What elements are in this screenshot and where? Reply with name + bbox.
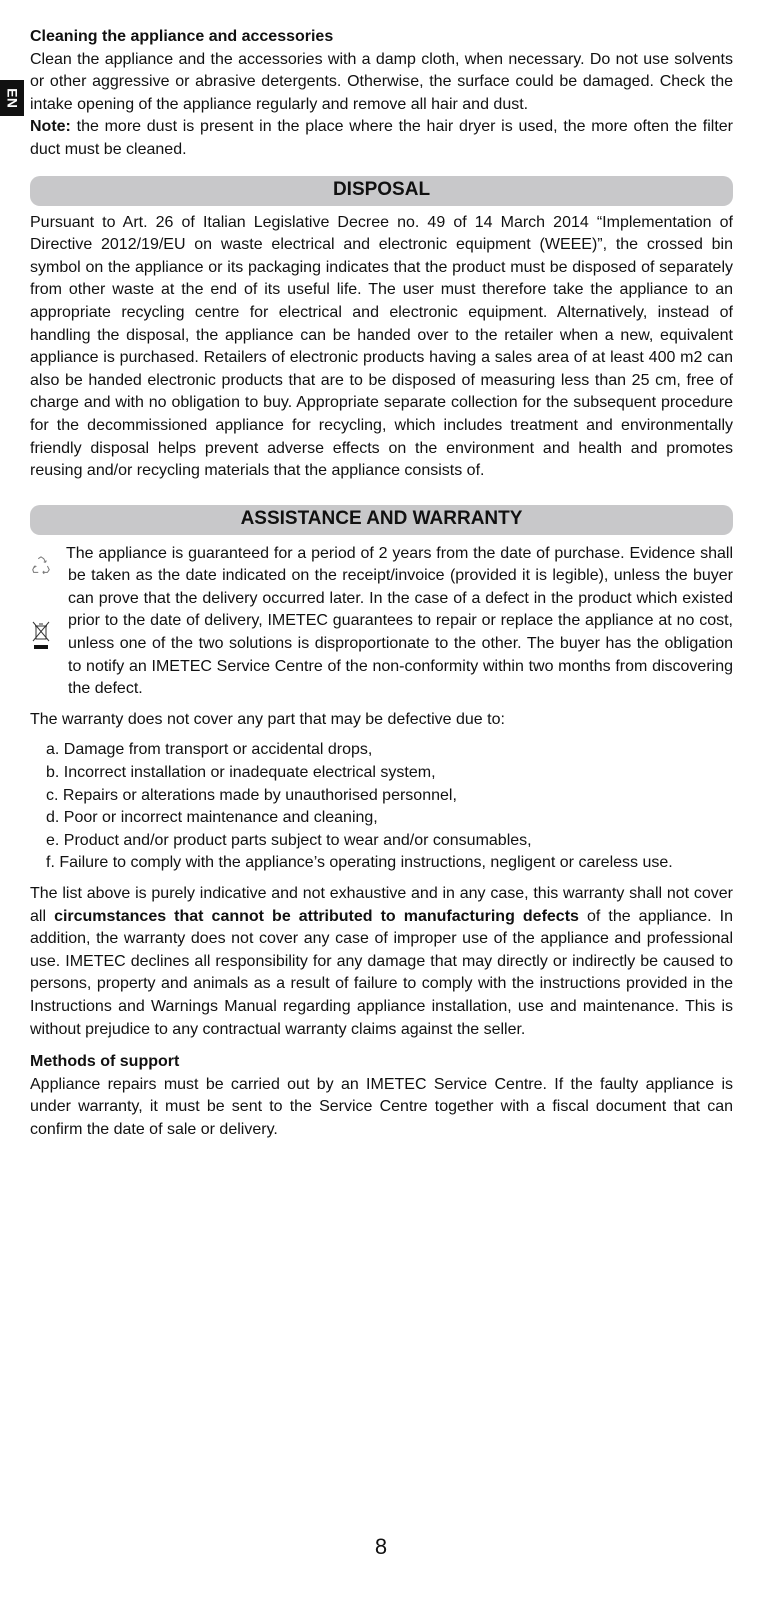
language-tab: [0, 80, 24, 116]
list-item: b. Incorrect installation or inadequate electrical system,: [46, 764, 436, 782]
cleaning-title: Cleaning the appliance and accessories: [30, 28, 334, 45]
note-text: the more dust is present in the place where the hair dryer is used, the more often the filter duct must be cleaned.: [30, 118, 733, 158]
limits-text-start: The list above is purely indicative and not exhaustive and in any case, this warranty shall not cover all: [30, 885, 733, 925]
crossed-bin-icon: [32, 621, 50, 651]
disposal-paragraph: Pursuant to Art. 26 of Italian Legislative Decree no. 49 of 14 March 2014 “Implementation of Directive 2012/19/EU on waste electrical and electronic equipment (WEEE)”, the crossed bin symbol on the appliance or its packaging indicates that the product must be disposed of separately from other waste at the end of its useful life. The user must therefore take the appliance to an appropriate recycling centre for electrical and electronic equipment. Alternatively, instead of handling the disposal, the appliance can be handed over to the retailer when a new, equivalent appliance is purchased. Retailers of electronic products having a sales area of at least 400 m2 can also be handed electronic products that are to be disposed of measuring less than 25 cm, free of charge and with no obligation to buy. Appropriate separate collection for the subsequent procedure for the decommissioned appliance for recycling, which includes treatment and environmentally friendly disposal helps prevent adverse effects on the environment and health and promotes reusing and/or recycling materials that the appliance consists of.: [30, 213, 733, 480]
warranty-heading: ASSISTANCE AND WARRANTY: [30, 505, 733, 535]
limits-text-end: of the appliance. In addition, the warranty does not cover any case of improper use of the appliance and professional use. IMETEC declines all responsibility for any damage that may directly or indirectly be caused to persons, property and animals as a result of failure to comply with the instructions provided in the Instructions and Warnings Manual regarding appliance installation, use and maintenance. This is without prejudice to any contractual warranty claims against the seller.: [30, 907, 734, 1038]
list-item: a. Damage from transport or accidental drops,: [46, 741, 373, 759]
list-item: c. Repairs or alterations made by unauthorised personnel,: [46, 786, 457, 804]
warranty-exclusions-intro: The warranty does not cover any part that may be defective due to:: [30, 710, 505, 728]
support-paragraph: Appliance repairs must be carried out by an IMETEC Service Centre. If the faulty appliance is under warranty, it must be sent to the Service Centre together with a fiscal document that can confirm the date of sale or delivery.: [30, 1075, 733, 1138]
disposal-heading: DISPOSAL: [30, 176, 733, 206]
list-item: f. Failure to comply with the appliance’s operating instructions, negligent or careless use.: [46, 854, 673, 872]
list-item: d. Poor or incorrect maintenance and cleaning,: [46, 809, 378, 827]
disposal-section: [30, 176, 733, 483]
page-number: 8: [374, 1534, 388, 1559]
list-item: e. Product and/or product parts subject to wear and/or consumables,: [46, 831, 532, 849]
recycle-icon: [30, 555, 52, 577]
cleaning-section: [30, 26, 733, 162]
warranty-exclusions-list: [30, 739, 733, 875]
support-title: Methods of support: [30, 1053, 180, 1071]
page-content: [30, 26, 733, 1142]
guarantee-paragraph: The appliance is guaranteed for a period of 2 years from the date of purchase. Evidence shall be taken as the date indicated on the receipt/invoice (provided it is legible), unless the buyer can prove that the delivery occurred later. In the case of a defect in the product which existed prior to the date of delivery, IMETEC guarantees to repair or replace the appliance at no cost, unless one of the two solutions is disproportionate to the other. The buyer has the obligation to notify an IMETEC Service Centre of the non-conformity within two months from discovering the defect.: [66, 544, 733, 698]
warranty-limits-paragraph: [30, 883, 733, 1041]
limits-text-bold: circumstances that cannot be attributed to manufacturing defects: [54, 907, 579, 925]
cleaning-paragraph: [30, 49, 733, 162]
warranty-guarantee-block: [30, 543, 733, 701]
cleaning-text: Clean the appliance and the accessories with a damp cloth, when necessary. Do not use solvents or other aggressive or abrasive detergents. Otherwise, the surface could be damaged. Check the intake opening of the appliance regularly and remove all hair and dust.: [30, 50, 733, 113]
note-label: Note:: [30, 118, 71, 136]
language-tab-label: EN: [4, 87, 21, 109]
